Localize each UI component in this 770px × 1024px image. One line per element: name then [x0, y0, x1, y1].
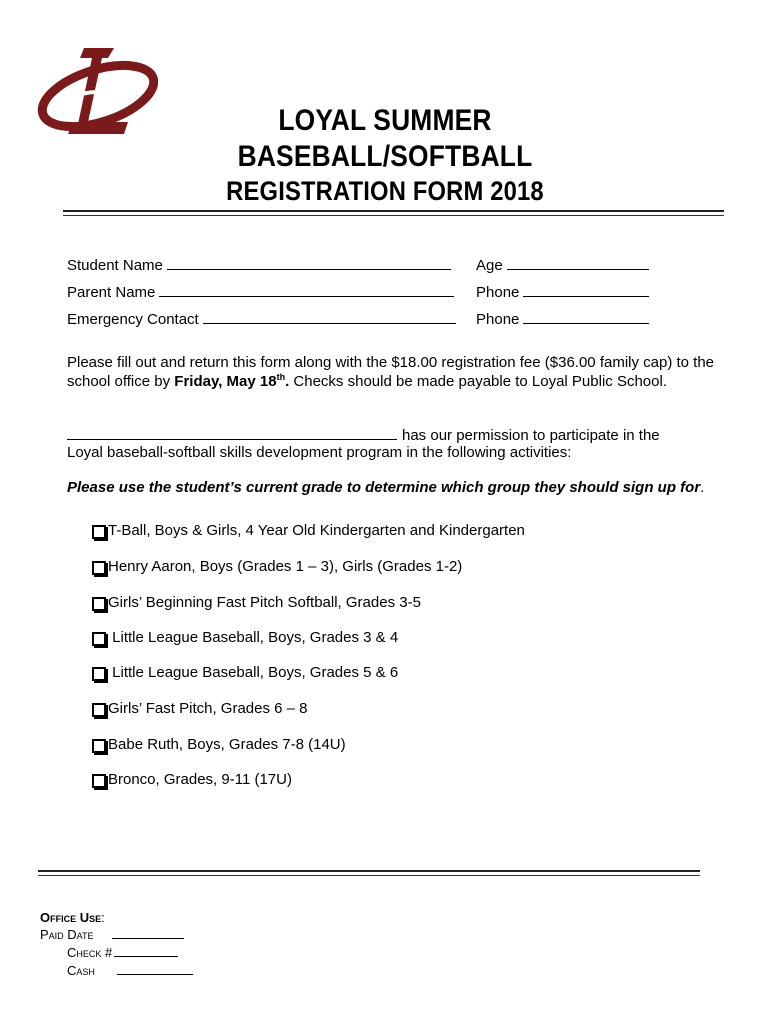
student-name-field[interactable]	[67, 255, 451, 275]
grade-instruction: Please use the student’s current grade to determine which group they should sign up for.	[67, 479, 705, 496]
check-field	[67, 944, 178, 961]
option-girls-fast-pitch[interactable]: Girls’ Fast Pitch, Grades 6 – 8	[92, 700, 308, 717]
check-label: Check #	[67, 945, 113, 960]
option-little-league-5-6[interactable]: Little League Baseball, Boys, Grades 5 & 6	[92, 664, 398, 681]
check-line[interactable]	[114, 944, 178, 957]
checkbox-icon[interactable]	[92, 597, 106, 611]
office-use-heading: Office Use:	[40, 910, 105, 925]
phone-line-2[interactable]	[523, 309, 649, 324]
office-divider-thick	[38, 870, 700, 872]
parent-name-label: Parent Name	[67, 284, 156, 301]
option-girls-beginning-fast-pitch[interactable]: Girls’ Beginning Fast Pitch Softball, Grades 3-5	[92, 594, 421, 611]
option-babe-ruth[interactable]: Babe Ruth, Boys, Grades 7-8 (14U)	[92, 736, 346, 753]
phone-label-2: Phone	[476, 311, 520, 328]
age-line[interactable]	[507, 255, 649, 270]
emergency-contact-line[interactable]	[203, 309, 456, 324]
paid-date-line[interactable]	[112, 926, 184, 939]
checkbox-icon[interactable]	[92, 525, 106, 539]
checkbox-icon[interactable]	[92, 739, 106, 753]
cash-field	[67, 962, 193, 979]
fee-text-1: Please fill out and return this form along with the $18.00 registration fee ($36.00 family cap) to the school office by	[67, 354, 715, 390]
phone-line-1[interactable]	[523, 282, 649, 297]
student-name-label: Student Name	[67, 257, 163, 274]
title-line-2: BASEBALL/SOFTBALL	[237, 140, 533, 173]
age-field[interactable]	[476, 255, 649, 275]
phone-label-1: Phone	[476, 284, 520, 301]
permission-text-1: has our permission to participate in the	[402, 427, 660, 444]
age-label: Age	[476, 257, 503, 274]
emergency-contact-field[interactable]	[67, 309, 456, 329]
checkbox-icon[interactable]	[92, 703, 106, 717]
paid-date-label: Paid Date	[40, 927, 94, 942]
cash-line[interactable]	[117, 962, 193, 975]
option-tball[interactable]: T-Ball, Boys & Girls, 4 Year Old Kindergarten and Kindergarten	[92, 522, 525, 539]
parent-name-field[interactable]	[67, 282, 454, 302]
participant-name-line[interactable]	[67, 425, 397, 440]
option-little-league-3-4[interactable]: Little League Baseball, Boys, Grades 3 & 4	[92, 629, 398, 646]
title-line-1: LOYAL SUMMER	[278, 104, 492, 137]
loyal-logo-icon	[36, 44, 158, 140]
option-henry-aaron[interactable]: Henry Aaron, Boys (Grades 1 – 3), Girls (Grades 1-2)	[92, 558, 462, 575]
title-line-3: REGISTRATION FORM 2018	[226, 176, 544, 206]
checkbox-icon[interactable]	[92, 667, 106, 681]
emergency-contact-label: Emergency Contact	[67, 311, 199, 328]
phone-field-1[interactable]	[476, 282, 649, 302]
checkbox-icon[interactable]	[92, 561, 106, 575]
permission-line	[67, 425, 660, 445]
phone-field-2[interactable]	[476, 309, 649, 329]
header-divider-thin	[63, 215, 724, 216]
student-name-line[interactable]	[167, 255, 451, 270]
cash-label: Cash	[67, 963, 95, 978]
permission-text-2: Loyal baseball-softball skills development program in the following activities:	[67, 444, 572, 461]
deadline-date: Friday, May 18th.	[174, 372, 290, 390]
office-divider-thin	[38, 875, 700, 876]
checkbox-icon[interactable]	[92, 632, 106, 646]
option-bronco[interactable]: Bronco, Grades, 9-11 (17U)	[92, 771, 292, 788]
checkbox-icon[interactable]	[92, 774, 106, 788]
fee-text-2: Checks should be made payable to Loyal Public School.	[289, 373, 667, 390]
header-divider-thick	[63, 210, 724, 212]
fee-paragraph	[67, 353, 737, 391]
parent-name-line[interactable]	[159, 282, 454, 297]
paid-date-field	[40, 926, 184, 943]
